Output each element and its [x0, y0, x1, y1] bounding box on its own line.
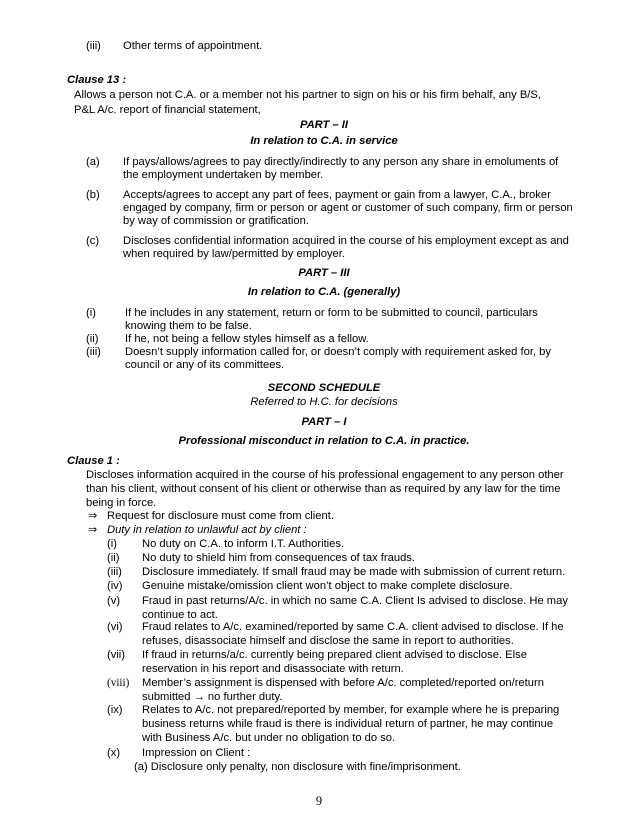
clause-1-line: than his client, without consent of his client or otherwise than as required by any law for the time [86, 483, 561, 495]
item-line: No duty on C.A. to inform I.T. Authorities. [142, 538, 345, 550]
item-label: (ii) [107, 552, 120, 564]
item-label: (c) [86, 235, 100, 247]
schedule-part: PART – I [301, 416, 347, 428]
schedule-part-title: Professional misconduct in relation to C.A. in practice. [178, 435, 470, 447]
item-label: (ii) [86, 333, 99, 345]
item-line: No duty to shield him from consequences of tax frauds. [142, 552, 415, 564]
item-line: submitted → no further duty. [142, 691, 283, 703]
item-label: (vi) [107, 621, 123, 633]
bullet-text: Request for disclosure must come from client. [107, 510, 334, 522]
implies-arrow-icon: ⇒ [88, 523, 98, 536]
clause-13-heading: Clause 13 : [67, 74, 127, 86]
item-line: engaged by company, firm or person or agent or customer of such company, firm or person [123, 202, 573, 214]
page-number: 9 [315, 794, 323, 808]
clause-13-line: Allows a person not C.A. or a member not his partner to sign on his or his firm behalf, any B/S, [74, 89, 541, 101]
item-line: with Business A/c. but under no obligation to do so. [142, 732, 396, 744]
item-line: knowing them to be false. [125, 320, 252, 332]
item-line: If he, not being a fellow styles himself as a fellow. [125, 333, 369, 345]
clause-13-line: P&L A/c. report of financial statement, [74, 104, 261, 116]
item-label: (ix) [107, 704, 123, 716]
item-line: Member’s assignment is dispensed with before A/c. completed/reported on/return [142, 677, 544, 689]
item-line: refuses, disassociate himself and disclose the same in report to authorities. [142, 635, 514, 647]
part-2-subheading: In relation to C.A. in service [250, 135, 398, 147]
part-2-heading: PART – II [299, 119, 349, 131]
item-line: reservation in his report and disassociate with return. [142, 663, 404, 675]
item-line: the employment undertaken by member. [123, 169, 324, 181]
item-label: (x) [107, 747, 121, 759]
item-line: business returns while fraud is there is individual return of partner, he may continue [142, 718, 554, 730]
item-line: Relates to A/c. not prepared/reported by member, for example where he is preparing [142, 704, 560, 716]
schedule-title: SECOND SCHEDULE [267, 382, 381, 394]
item-line: continue to act. [142, 609, 218, 621]
schedule-subtitle: Referred to H.C. for decisions [250, 396, 398, 408]
bullet-text: Duty in relation to unlawful act by client : [107, 524, 307, 536]
clause-1-line: Discloses information acquired in the course of his professional engagement to any person other [86, 469, 564, 481]
item-line: If fraud in returns/a/c. currently being prepared client advised to disclose. Else [142, 649, 527, 661]
item-line: Genuine mistake/omission client won’t object to make complete disclosure. [142, 580, 513, 592]
item-label: (vii) [107, 649, 126, 661]
item-label: (viii) [107, 677, 130, 689]
item-text: Other terms of appointment. [123, 40, 263, 52]
item-label: (i) [86, 307, 96, 319]
item-line: council or any of its committees. [125, 359, 285, 371]
item-label: (iii) [86, 40, 101, 52]
item-line: by way of commission or gratification. [123, 215, 309, 227]
item-label: (b) [86, 189, 100, 201]
implies-arrow-icon: ⇒ [88, 509, 98, 522]
clause-1-line: being in force. [86, 497, 157, 509]
item-line: Fraud relates to A/c. examined/reported by same C.A. client advised to disclose. If he [142, 621, 564, 633]
part-3-subheading: In relation to C.A. (generally) [247, 286, 401, 298]
sub-item-a: (a) Disclosure only penalty, non disclosure with fine/imprisonment. [134, 761, 461, 773]
clause-1-heading: Clause 1 : [67, 455, 120, 467]
item-line: Disclosure immediately. If small fraud may be made with submission of current return. [142, 566, 566, 578]
item-label: (i) [107, 538, 117, 550]
item-line: If he includes in any statement, return or form to be submitted to council, particulars [125, 307, 538, 319]
item-label: (v) [107, 595, 121, 607]
item-label: (iv) [107, 580, 123, 592]
item-label: (iii) [86, 346, 101, 358]
item-line: Fraud in past returns/A/c. in which no same C.A. Client Is advised to disclose. He may [142, 595, 568, 607]
item-line: Impression on Client : [142, 747, 251, 759]
item-line: Accepts/agrees to accept any part of fees, payment or gain from a lawyer, C.A., broker [123, 189, 551, 201]
item-line: Discloses confidential information acquired in the course of his employment except as and [123, 235, 569, 247]
item-line: If pays/allows/agrees to pay directly/indirectly to any person any share in emoluments of [123, 156, 559, 168]
item-label: (iii) [107, 566, 122, 578]
item-label: (a) [86, 156, 100, 168]
part-3-heading: PART – III [298, 267, 350, 279]
item-line: when required by law/permitted by employer. [123, 248, 345, 260]
item-line: Doesn’t supply information called for, or doesn’t comply with requirement asked for, by [125, 346, 551, 358]
